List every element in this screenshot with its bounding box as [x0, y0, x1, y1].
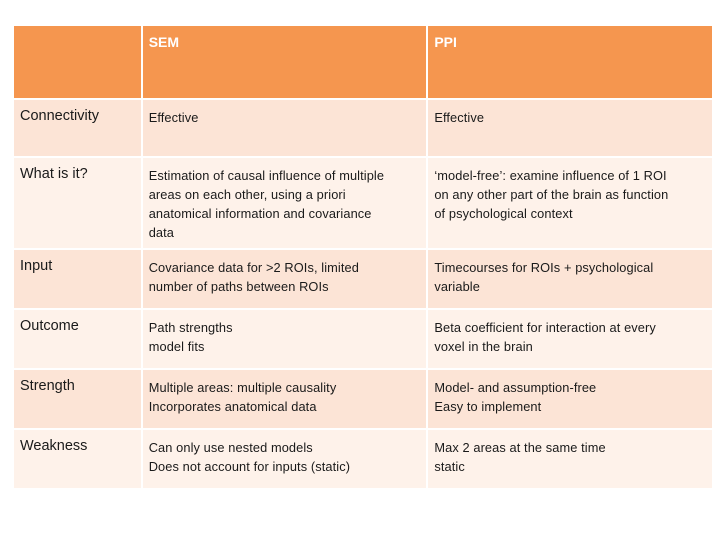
- row-label-weakness: Weakness: [20, 438, 88, 454]
- sem-text-line: number of paths between ROIs: [148, 279, 329, 294]
- sem-cell: [143, 370, 427, 428]
- ppi-text-line: Timecourses for ROIs + psychological: [434, 260, 654, 275]
- sem-text-line: Incorporates anatomical data: [148, 399, 317, 414]
- header-sem: SEM: [148, 34, 180, 50]
- ppi-text-line: static: [434, 459, 465, 474]
- row-label-strength: Strength: [20, 378, 75, 394]
- ppi-cell: [428, 100, 712, 156]
- sem-text-line: Estimation of causal influence of multiple: [148, 168, 385, 183]
- sem-text-line: Multiple areas: multiple causality: [148, 380, 337, 395]
- ppi-text-line: ‘model-free’: examine influence of 1 ROI: [434, 168, 667, 183]
- sem-cell: [143, 250, 427, 308]
- row-label-what-is-it: What is it?: [20, 166, 88, 182]
- sem-text-line: data: [148, 225, 175, 240]
- header-ppi-cell: [428, 26, 712, 98]
- row-label-cell: [14, 310, 141, 368]
- row-label-cell: [14, 158, 141, 248]
- sem-text-line: areas on each other, using a priori: [148, 187, 346, 202]
- ppi-text-line: on any other part of the brain as function: [434, 187, 669, 202]
- header-sem-cell: [143, 26, 427, 98]
- header-corner-cell: [14, 26, 141, 98]
- row-label-cell: [14, 430, 141, 488]
- ppi-text-line: Easy to implement: [434, 399, 542, 414]
- ppi-text-line: Model- and assumption-free: [434, 380, 597, 395]
- ppi-cell: [428, 250, 712, 308]
- header-row: [14, 26, 712, 98]
- table-row: [14, 250, 712, 308]
- row-label-cell: [14, 100, 141, 156]
- table-row: [14, 430, 712, 488]
- ppi-text-line: variable: [434, 279, 480, 294]
- table-row: [14, 158, 712, 248]
- ppi-text-line: Beta coefficient for interaction at every: [434, 320, 656, 335]
- sem-ppi-comparison-table: [12, 24, 714, 490]
- sem-text-line: Path strengths: [148, 320, 233, 335]
- ppi-text-line: Max 2 areas at the same time: [434, 440, 606, 455]
- sem-text-line: Does not account for inputs (static): [148, 459, 351, 474]
- sem-cell: [143, 430, 427, 488]
- ppi-cell: [428, 430, 712, 488]
- ppi-text-line: of psychological context: [434, 206, 573, 221]
- table-row: [14, 100, 712, 156]
- row-label-input: Input: [20, 258, 53, 274]
- header-corner-text: [14, 26, 141, 34]
- ppi-text-line: Effective: [434, 110, 485, 125]
- table-row: [14, 310, 712, 368]
- row-label-cell: [14, 370, 141, 428]
- sem-text-line: Effective: [148, 110, 199, 125]
- row-label-cell: [14, 250, 141, 308]
- row-label-outcome: Outcome: [20, 318, 79, 334]
- sem-cell: [143, 100, 427, 156]
- table-row: [14, 370, 712, 428]
- ppi-cell: [428, 310, 712, 368]
- sem-text-line: model fits: [148, 339, 205, 354]
- sem-text-line: anatomical information and covariance: [148, 206, 372, 221]
- sem-text-line: Covariance data for >2 ROIs, limited: [148, 260, 359, 275]
- sem-cell: [143, 158, 427, 248]
- header-ppi: PPI: [434, 34, 457, 50]
- ppi-cell: [428, 370, 712, 428]
- sem-cell: [143, 310, 427, 368]
- ppi-text-line: voxel in the brain: [434, 339, 533, 354]
- row-label-connectivity: Connectivity: [20, 108, 99, 124]
- ppi-cell: [428, 158, 712, 248]
- sem-text-line: Can only use nested models: [148, 440, 313, 455]
